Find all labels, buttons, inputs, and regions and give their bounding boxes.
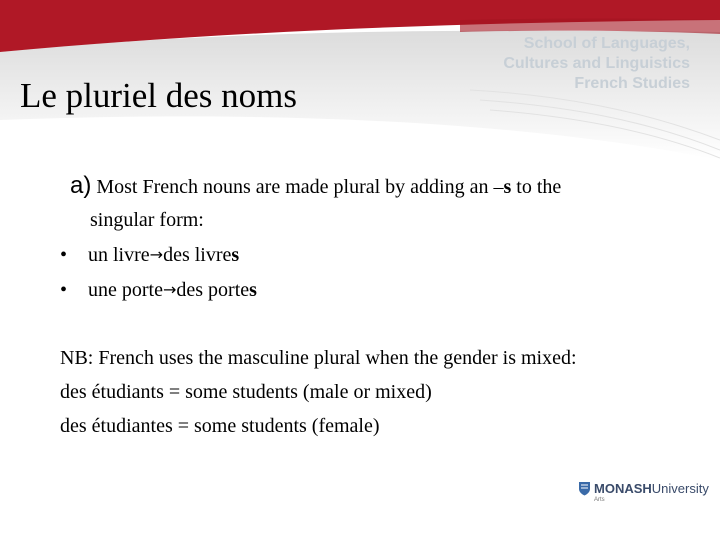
department-line-1: School of Languages,: [523, 35, 690, 52]
plural-stem: des porte: [176, 279, 250, 301]
department-line-2: Cultures and Linguistics: [503, 55, 690, 72]
slide-title: Le pluriel des noms: [20, 76, 298, 115]
logo-wordmark: [594, 481, 709, 496]
point-a-text-main: Most French nouns are made plural by adding an –: [96, 176, 504, 198]
singular-form: un livre: [88, 244, 150, 266]
point-a-s-ending: s: [503, 176, 512, 198]
nb-note-line-3: des étudiantes = some students (female): [60, 415, 380, 437]
logo-name-regular: University: [651, 481, 709, 496]
right-arrow-icon: →: [162, 280, 177, 299]
right-arrow-icon: →: [149, 245, 164, 264]
point-a-text-tail: to the: [511, 176, 562, 198]
nb-note-line-1: NB: French uses the masculine plural when the gender is mixed:: [60, 347, 577, 369]
singular-form: une porte: [88, 279, 163, 301]
plural-ending: s: [249, 279, 257, 301]
point-a-line-2: singular form:: [90, 209, 204, 231]
logo-name-bold: MONASH: [594, 481, 652, 496]
nb-note-line-2: des étudiants = some students (male or mixed): [60, 381, 432, 403]
bullet-item-2: [60, 279, 257, 302]
bullet-item-1: [60, 244, 239, 267]
university-logo: [578, 480, 708, 504]
point-a-marker: a): [70, 172, 92, 199]
bullet-dot: •: [60, 279, 68, 301]
bullet-dot: •: [60, 244, 68, 266]
department-line-3: French Studies: [574, 75, 690, 92]
logo-faculty: Arts: [594, 497, 605, 503]
point-a-text: [96, 176, 561, 198]
department-name: [430, 34, 690, 94]
point-a-line-1: [70, 172, 561, 200]
crest-icon: [578, 481, 591, 496]
plural-stem: des livre: [163, 244, 232, 266]
plural-ending: s: [231, 244, 240, 266]
